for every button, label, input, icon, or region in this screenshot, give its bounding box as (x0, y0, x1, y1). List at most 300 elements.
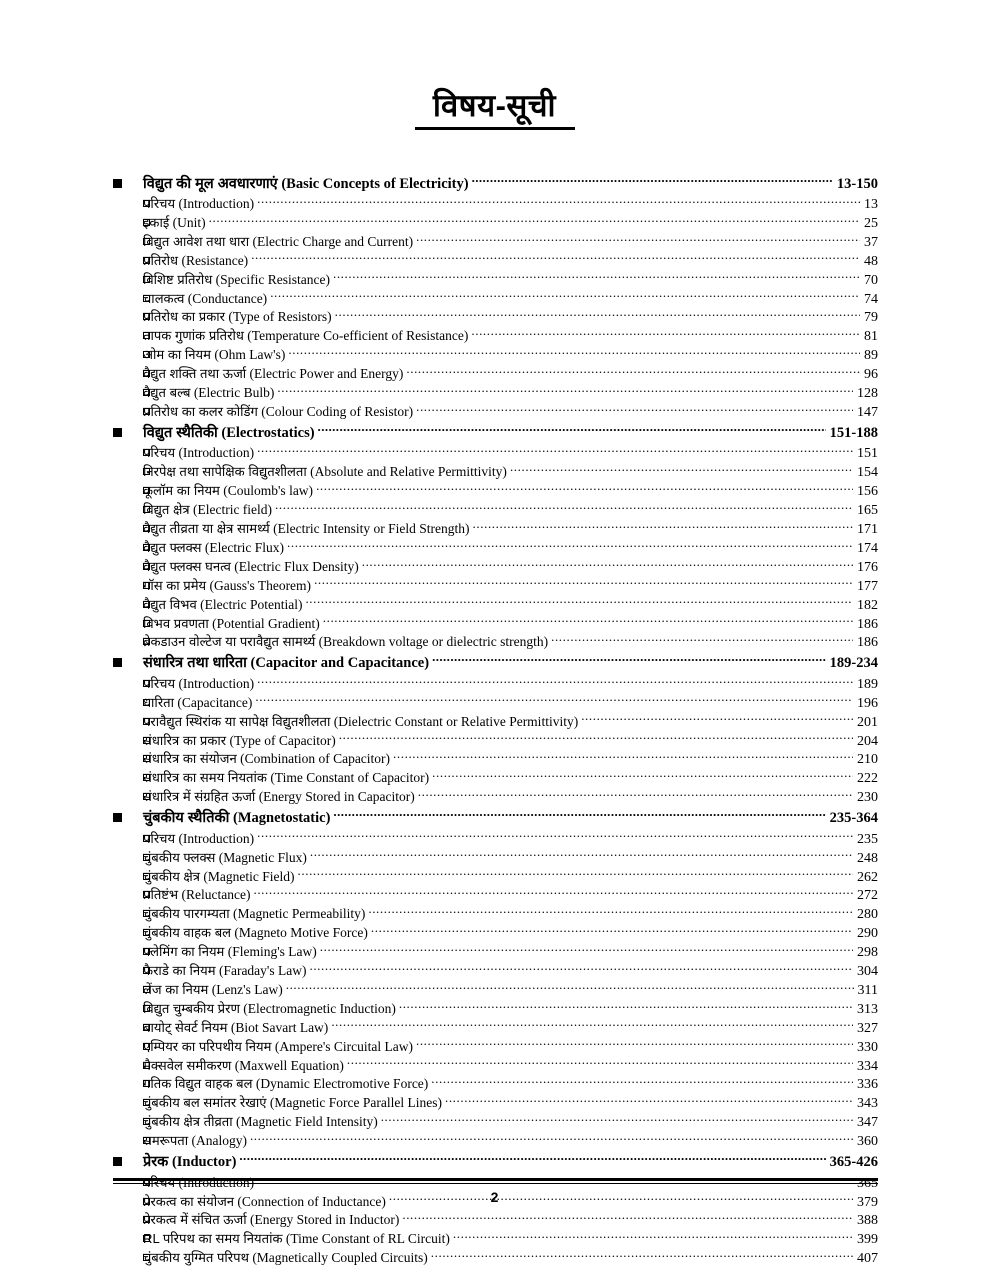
toc-entry-page-number: 407 (857, 1251, 878, 1267)
toc-entry-label (143, 830, 257, 847)
dot-leader (393, 750, 853, 764)
toc-entry-label-hi: चुंबकीय पारगम्यता (143, 906, 230, 922)
toc-entry-page-number: 70 (864, 272, 878, 288)
toc-entry-label (143, 886, 253, 903)
toc-entry-page-number: 25 (864, 215, 878, 231)
hollow-square-bullet-icon (113, 830, 143, 847)
hollow-square-bullet-icon (113, 905, 143, 922)
toc-entry-label-hi: परिचय (143, 1174, 176, 1190)
toc-entry-label (143, 539, 287, 556)
toc-entry-label-en: (Magnetic Permeability) (233, 906, 366, 922)
toc-entry-label-en: (Type of Capacitor) (229, 732, 336, 748)
toc-chapter-page-range: 235-364 (829, 810, 878, 827)
dot-leader (347, 1056, 853, 1070)
toc-entry-row[interactable] (113, 520, 878, 539)
hollow-square-bullet-icon (113, 924, 143, 941)
toc-entry-label-en: (Potential Gradient) (212, 615, 320, 631)
dot-leader (257, 444, 853, 458)
toc-entry-label-hi: संधारित्र का प्रकार (143, 732, 227, 748)
filled-square-bullet-icon (113, 1154, 143, 1173)
toc-entry-label-en: (Resistance) (181, 252, 249, 268)
toc-entry-label-en: (Magnetically Coupled Circuits) (252, 1250, 428, 1266)
toc-chapter-page-range: 189-234 (829, 655, 878, 672)
hollow-square-bullet-icon (113, 346, 143, 363)
toc-chapter-row[interactable] (113, 653, 878, 675)
dot-leader (270, 289, 860, 303)
hollow-square-bullet-icon (113, 1211, 143, 1228)
toc-entry-label-en: (Magnetic Flux) (218, 849, 307, 865)
toc-entry-label-hi: विद्युत क्षेत्र (143, 502, 190, 518)
dot-leader (318, 422, 826, 437)
toc-entry-label (143, 252, 251, 269)
toc-entry-row[interactable] (113, 1230, 878, 1249)
toc-entry-page-number: 334 (857, 1058, 878, 1074)
toc-chapter-label (143, 175, 472, 194)
toc-entry-row[interactable] (113, 1075, 878, 1094)
toc-entry-label-en: (Colour Coding of Resistor) (261, 403, 414, 419)
toc-entry-label-en: (Time Constant of RL Circuit) (285, 1231, 450, 1247)
toc-entry-row[interactable] (113, 384, 878, 403)
dot-leader (286, 980, 854, 994)
toc-entry-label (143, 1057, 347, 1074)
dot-leader (257, 829, 853, 843)
toc-entry-page-number: 154 (857, 465, 878, 481)
toc-entry-label (143, 943, 320, 960)
toc-entry-row[interactable] (113, 905, 878, 924)
toc-entry-row[interactable] (113, 999, 878, 1018)
toc-entry-label (143, 849, 310, 866)
toc-entry-row[interactable] (113, 482, 878, 501)
toc-entry-label-en: (Gauss's Theorem) (209, 577, 312, 593)
toc-entry-row[interactable] (113, 576, 878, 595)
toc-entry-page-number: 262 (857, 869, 878, 885)
dot-leader (381, 1113, 853, 1127)
toc-entry-label (143, 981, 286, 998)
toc-entry-row[interactable] (113, 1249, 878, 1268)
hollow-square-bullet-icon (113, 501, 143, 518)
dot-leader (209, 213, 860, 227)
toc-entry-row[interactable] (113, 1094, 878, 1113)
toc-entry-label-en: (Connection of Inductance) (237, 1193, 386, 1209)
filled-square-bullet-icon (113, 176, 143, 195)
toc-entry-label (143, 365, 406, 382)
toc-chapter-row[interactable] (113, 422, 878, 444)
toc-entry-label (143, 233, 416, 250)
toc-entry-label-en: (Electric Charge and Current) (252, 233, 414, 249)
page-title-block (0, 86, 989, 130)
toc-entry-label-en: (Dynamic Electromotive Force) (255, 1076, 429, 1092)
toc-entry-label-hi: तापक गुणांक प्रतिरोध (143, 328, 244, 344)
toc-entry-row[interactable] (113, 289, 878, 308)
toc-entry-label (143, 750, 393, 767)
toc-entry-label-en: (Coulomb's law) (223, 483, 314, 499)
toc-entry-row[interactable] (113, 270, 878, 289)
toc-entry-label-en: (Analogy) (191, 1133, 247, 1149)
dot-leader (431, 1249, 853, 1263)
toc-entry-row[interactable] (113, 1211, 878, 1230)
toc-entry-row[interactable] (113, 731, 878, 750)
toc-entry-label-hi: प्रेरकत्व में संचित ऊर्जा (143, 1212, 247, 1228)
hollow-square-bullet-icon (113, 769, 143, 786)
toc-entry-label-hi: एम्पियर का परिपथीय नियम (143, 1038, 272, 1054)
hollow-square-bullet-icon (113, 1132, 143, 1149)
dot-leader (298, 867, 853, 881)
toc-entry-page-number: 210 (857, 752, 878, 768)
dot-leader (339, 731, 853, 745)
toc-chapter-label-hi: चुंबकीय स्थैतिकी (143, 810, 230, 827)
filled-square-bullet-icon (113, 655, 143, 674)
toc-entry-label-en: (Capacitance) (177, 694, 253, 710)
toc-entry-row[interactable] (113, 327, 878, 346)
toc-entry-label-hi: विद्युत चुम्बकीय प्रेरण (143, 1000, 240, 1016)
hollow-square-bullet-icon (113, 539, 143, 556)
toc-chapter-label-en: (Electrostatics) (221, 424, 315, 441)
hollow-square-bullet-icon (113, 675, 143, 692)
toc-entry-label-hi: चुंबकीय युग्मित परिपथ (143, 1250, 249, 1266)
toc-entry-label-hi: ब्रेकडाउन वोल्टेज या परावैद्युत सामर्थ्य (143, 634, 316, 650)
toc-entry-label-hi: गॉस का प्रमेय (143, 577, 207, 593)
dot-leader (581, 712, 853, 726)
toc-entry-label-en: (Magnetic Force Parallel Lines) (269, 1095, 442, 1111)
toc-entry-label-en: (Energy Stored in Capacitor) (258, 789, 415, 805)
toc-entry-label (143, 558, 362, 575)
hollow-square-bullet-icon (113, 1230, 143, 1247)
toc-entry-row[interactable] (113, 886, 878, 905)
page-title: विषय-सूची (432, 88, 557, 123)
dot-leader (333, 808, 825, 823)
toc-entry-label-hi: चुंबकीय क्षेत्र (143, 868, 201, 884)
toc-entry-label (143, 1230, 453, 1247)
toc-chapter-label (143, 424, 318, 443)
dot-leader (472, 173, 833, 188)
dot-leader (431, 1075, 853, 1089)
toc-entry-page-number: 182 (857, 597, 878, 613)
toc-entry-label-en: (Unit) (172, 214, 206, 230)
hollow-square-bullet-icon (113, 732, 143, 749)
toc-entry-label-en: (Ampere's Circuital Law) (274, 1038, 413, 1054)
toc-entry-page-number: 74 (864, 291, 878, 307)
dot-leader (362, 557, 853, 571)
toc-entry-label-en: (Fleming's Law) (227, 944, 317, 960)
toc-entry-label-hi: संधारित्र का संयोजन (143, 751, 237, 767)
toc-entry-label-hi: चुंबकीय क्षेत्र तीव्रता (143, 1114, 233, 1130)
toc-entry-row[interactable] (113, 557, 878, 576)
toc-entry-label (143, 694, 255, 711)
toc-entry-page-number: 89 (864, 348, 878, 364)
toc-entry-label-en: (Conductance) (187, 290, 268, 306)
toc-entry-label-en: (Magneto Motive Force) (234, 925, 368, 941)
toc-entry-label (143, 463, 510, 480)
dot-leader (416, 1037, 853, 1051)
toc-entry-label-en: (Type of Resistors) (228, 309, 332, 325)
toc-entry-page-number: 379 (857, 1194, 878, 1210)
toc-entry-label-hi: कूलॉम का नियम (143, 483, 220, 499)
hollow-square-bullet-icon (113, 403, 143, 420)
toc-entry-label (143, 1113, 381, 1130)
toc-entry-page-number: 96 (864, 367, 878, 383)
dot-leader (335, 308, 860, 322)
dot-leader (316, 482, 853, 496)
toc-entry-row[interactable] (113, 943, 878, 962)
toc-entry-label-en: (Introduction) (178, 196, 255, 211)
toc-entry-row[interactable] (113, 693, 878, 712)
dot-leader (275, 501, 853, 515)
toc-entry-page-number: 272 (857, 888, 878, 904)
toc-entry-label-en: (Electric Flux) (204, 539, 285, 555)
toc-entry-label-en: (Electric Intensity or Field Strength) (273, 521, 470, 536)
toc-entry-row[interactable] (113, 1056, 878, 1075)
dot-leader (253, 886, 853, 900)
hollow-square-bullet-icon (113, 694, 143, 711)
table-of-contents (113, 172, 878, 1268)
dot-leader (445, 1094, 853, 1108)
toc-entry-page-number: 189 (857, 676, 878, 692)
dot-leader (333, 270, 860, 284)
toc-entry-row[interactable] (113, 232, 878, 251)
toc-entry-row[interactable] (113, 402, 878, 421)
hollow-square-bullet-icon (113, 558, 143, 575)
toc-entry-page-number: 174 (857, 540, 878, 556)
toc-entry-label-hi: संधारित्र का समय नियतांक (143, 770, 267, 786)
toc-entry-page-number: 248 (857, 850, 878, 866)
toc-chapter-label (143, 809, 333, 828)
toc-entry-page-number: 201 (857, 714, 878, 730)
toc-entry-row[interactable] (113, 595, 878, 614)
dot-leader (257, 195, 860, 209)
hollow-square-bullet-icon (113, 327, 143, 344)
toc-chapter-page-range: 151-188 (829, 424, 878, 441)
toc-entry-row[interactable] (113, 1037, 878, 1056)
hollow-square-bullet-icon (113, 195, 143, 212)
toc-entry-row[interactable] (113, 788, 878, 807)
toc-entry-label (143, 384, 277, 401)
toc-entry-page-number: 360 (857, 1134, 878, 1150)
toc-entry-label-en: (Breakdown voltage or dielectric strength) (318, 634, 549, 650)
dot-leader (418, 788, 853, 802)
toc-entry-row[interactable] (113, 674, 878, 693)
toc-entry-row[interactable] (113, 712, 878, 731)
hollow-square-bullet-icon (113, 444, 143, 461)
toc-chapter-label-en: (Magnetostatic) (232, 810, 331, 827)
toc-entry-label (143, 403, 416, 420)
toc-chapter-label-hi: विद्युत स्थैतिकी (143, 424, 218, 441)
dot-leader (310, 848, 853, 862)
dot-leader (551, 633, 853, 647)
toc-entry-row[interactable] (113, 829, 878, 848)
toc-chapter-label (143, 654, 432, 673)
toc-entry-page-number: 176 (857, 559, 878, 575)
hollow-square-bullet-icon (113, 886, 143, 903)
dot-leader (471, 327, 860, 341)
toc-entry-row[interactable] (113, 962, 878, 981)
dot-leader (255, 693, 853, 707)
toc-entry-label-en: (Introduction) (178, 1174, 255, 1190)
toc-entry-row[interactable] (113, 308, 878, 327)
dot-leader (277, 384, 853, 398)
toc-entry-label-hi: फ्लेमिंग का नियम (143, 944, 225, 960)
dot-leader (432, 769, 853, 783)
toc-entry-page-number: 230 (857, 790, 878, 806)
toc-entry-row[interactable] (113, 346, 878, 365)
hollow-square-bullet-icon (113, 384, 143, 401)
toc-entry-row[interactable] (113, 750, 878, 769)
toc-entry-label-en: (Electric Potential) (200, 596, 303, 612)
filled-square-bullet-icon (113, 425, 143, 444)
toc-entry-row[interactable] (113, 213, 878, 232)
toc-entry-label-hi: इकाई (143, 214, 170, 230)
toc-chapter-row[interactable] (113, 808, 878, 830)
toc-entry-label (143, 327, 471, 344)
toc-entry-label (143, 675, 257, 692)
toc-chapter-label (143, 1153, 239, 1172)
toc-entry-row[interactable] (113, 924, 878, 943)
hollow-square-bullet-icon (113, 1038, 143, 1055)
toc-entry-page-number: 327 (857, 1020, 878, 1036)
toc-entry-row[interactable] (113, 633, 878, 652)
toc-entry-label-hi: वैद्युत तीव्रता या क्षेत्र सामर्थ्य (143, 521, 270, 536)
toc-entry-row[interactable] (113, 251, 878, 270)
toc-chapter-label-en: (Capacitor and Capacitance) (250, 655, 430, 672)
toc-entry-label-hi: विद्युत आवेश तथा धारा (143, 233, 250, 249)
toc-entry-label-hi: चालकत्व (143, 290, 185, 306)
toc-entry-label-hi: विशिष्ट प्रतिरोध (143, 271, 213, 287)
toc-entry-label-en: (Absolute and Relative Permittivity) (310, 464, 507, 480)
toc-entry-label-hi: प्रतिरोध का कलर कोडिंग (143, 403, 258, 419)
toc-entry-row[interactable] (113, 867, 878, 886)
toc-entry-row[interactable] (113, 1132, 878, 1151)
toc-entry-label-hi: प्रतिष्टंभ (143, 887, 179, 903)
toc-entry-page-number: 304 (857, 964, 878, 980)
toc-entry-label-en: (Magnetic Field Intensity) (235, 1114, 378, 1130)
toc-chapter-row[interactable] (113, 173, 878, 195)
dot-leader (305, 595, 853, 609)
toc-entry-row[interactable] (113, 848, 878, 867)
hollow-square-bullet-icon (113, 1057, 143, 1074)
hollow-square-bullet-icon (113, 713, 143, 730)
filled-square-bullet-icon (113, 810, 143, 829)
hollow-square-bullet-icon (113, 962, 143, 979)
toc-entry-page-number: 79 (864, 310, 878, 326)
dot-leader (416, 402, 853, 416)
toc-entry-label-hi: वैद्युत विभव (143, 596, 197, 612)
dot-leader (473, 520, 853, 534)
toc-entry-label-hi: परावैद्युत स्थिरांक या सापेक्ष विद्युतशीलता (143, 713, 331, 729)
toc-entry-label (143, 713, 581, 730)
hollow-square-bullet-icon (113, 1000, 143, 1017)
toc-entry-label-en: (Maxwell Equation) (234, 1057, 344, 1073)
toc-entry-label-hi: समरूपता (143, 1133, 189, 1149)
toc-entry-label-hi: परिचय (143, 196, 176, 211)
toc-entry-row[interactable] (113, 538, 878, 557)
toc-entry-label-hi: संधारित्र में संग्रहित ऊर्जा (143, 789, 256, 805)
dot-leader (510, 463, 853, 477)
toc-entry-label (143, 615, 323, 632)
toc-entry-row[interactable] (113, 463, 878, 482)
toc-entry-row[interactable] (113, 769, 878, 788)
dot-leader (402, 1211, 853, 1225)
toc-entry-page-number: 313 (857, 1001, 878, 1017)
toc-entry-page-number: 48 (864, 253, 878, 269)
dot-leader (320, 943, 853, 957)
toc-entry-label-en: (Energy Stored in Inductor) (250, 1212, 400, 1228)
toc-entry-page-number: 147 (857, 404, 878, 420)
dot-leader (314, 576, 853, 590)
toc-entry-page-number: 204 (857, 733, 878, 749)
toc-entry-label (143, 1211, 402, 1228)
toc-entry-label-hi: वैद्युत फ्लक्स (143, 539, 202, 555)
toc-entry-label-en: (Ohm Law's) (214, 347, 286, 363)
toc-entry-label-hi: चुंबकीय फ्लक्स (143, 849, 216, 865)
hollow-square-bullet-icon (113, 1094, 143, 1111)
toc-entry-row[interactable] (113, 614, 878, 633)
toc-entry-label (143, 1019, 331, 1036)
toc-entry-page-number: 388 (857, 1213, 878, 1229)
dot-leader (432, 653, 826, 668)
toc-chapter-label-hi: विद्युत की मूल अवधारणाएं (143, 175, 278, 192)
toc-entry-label-hi: वैद्युत फ्लक्स घनत्व (143, 558, 231, 574)
toc-chapter-page-range: 13-150 (836, 175, 878, 192)
toc-entry-label (143, 596, 305, 613)
toc-entry-row[interactable] (113, 195, 878, 214)
toc-entry-row[interactable] (113, 980, 878, 999)
footer-rule-thin (113, 1183, 878, 1184)
toc-chapter-row[interactable] (113, 1152, 878, 1174)
hollow-square-bullet-icon (113, 214, 143, 231)
toc-entry-label-en: (Combination of Capacitor) (240, 751, 391, 767)
toc-entry-label (143, 1000, 399, 1017)
toc-entry-label-hi: विभव प्रवणता (143, 615, 209, 631)
hollow-square-bullet-icon (113, 308, 143, 325)
toc-entry-label-hi: प्रतिरोध (143, 252, 179, 268)
toc-entry-label (143, 924, 371, 941)
toc-entry-label-en: (Introduction) (178, 445, 255, 461)
toc-entry-label-hi: धारिता (143, 694, 175, 710)
dot-leader (368, 905, 853, 919)
toc-entry-label-en: (Faraday's Law) (218, 963, 307, 979)
toc-entry-row[interactable] (113, 1113, 878, 1132)
toc-entry-label-hi: मैक्सवेल समीकरण (143, 1057, 232, 1073)
toc-entry-row[interactable] (113, 1018, 878, 1037)
hollow-square-bullet-icon (113, 577, 143, 594)
dot-leader (251, 251, 860, 265)
dot-leader (406, 365, 860, 379)
hollow-square-bullet-icon (113, 1019, 143, 1036)
toc-entry-page-number: 13 (864, 197, 878, 212)
toc-entry-page-number: 81 (864, 329, 878, 345)
toc-entry-page-number: 365 (857, 1175, 878, 1191)
toc-entry-label (143, 308, 335, 325)
hollow-square-bullet-icon (113, 1113, 143, 1130)
toc-entry-label-en: (Biot Savart Law) (230, 1019, 329, 1035)
toc-entry-label (143, 501, 275, 518)
toc-entry-label (143, 1094, 445, 1111)
dot-leader (323, 614, 853, 628)
toc-entry-row[interactable] (113, 365, 878, 384)
toc-entry-label (143, 482, 316, 499)
toc-entry-label-hi: चुंबकीय वाहक बल (143, 925, 232, 941)
dot-leader (288, 346, 860, 360)
hollow-square-bullet-icon (113, 981, 143, 998)
toc-entry-label (143, 290, 270, 307)
toc-entry-row[interactable] (113, 501, 878, 520)
toc-entry-label-hi: परिचय (143, 445, 176, 461)
hollow-square-bullet-icon (113, 849, 143, 866)
hollow-square-bullet-icon (113, 271, 143, 288)
toc-entry-row[interactable] (113, 444, 878, 463)
toc-entry-label (143, 1075, 431, 1092)
toc-entry-page-number: 37 (864, 234, 878, 250)
toc-entry-label-hi: फैराडे का नियम (143, 963, 216, 979)
